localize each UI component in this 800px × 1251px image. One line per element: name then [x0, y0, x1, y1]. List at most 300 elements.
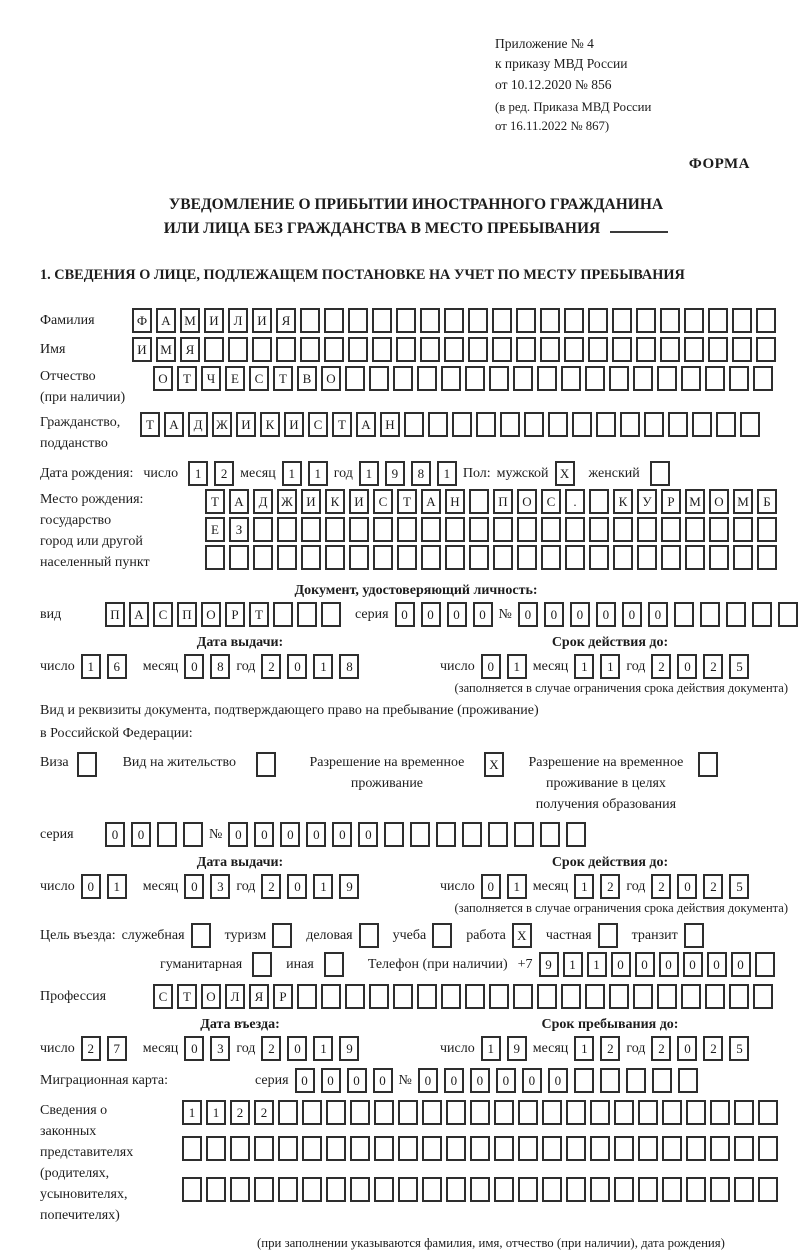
char-cell[interactable]	[492, 308, 512, 333]
char-cell[interactable]: П	[493, 489, 513, 514]
char-cell[interactable]: Ф	[132, 308, 152, 333]
char-cell[interactable]	[537, 366, 557, 391]
char-cell[interactable]	[77, 752, 97, 777]
char-cell[interactable]: Т	[177, 366, 197, 391]
char-cell[interactable]: 0	[306, 822, 326, 847]
char-cell[interactable]: О	[153, 366, 173, 391]
char-cell[interactable]: 2	[254, 1100, 274, 1125]
char-cell[interactable]	[206, 1136, 226, 1161]
char-cell[interactable]	[372, 337, 392, 362]
char-cell[interactable]	[302, 1136, 322, 1161]
char-cell[interactable]	[566, 1136, 586, 1161]
char-cell[interactable]: О	[201, 602, 221, 627]
char-cell[interactable]	[598, 923, 618, 948]
char-cell[interactable]: 0	[622, 602, 642, 627]
char-cell[interactable]	[636, 308, 656, 333]
char-cell[interactable]	[183, 822, 203, 847]
char-cell[interactable]: 0	[481, 654, 501, 679]
char-cell[interactable]	[638, 1136, 658, 1161]
char-cell[interactable]: 0	[228, 822, 248, 847]
char-cell[interactable]: 1	[574, 874, 594, 899]
char-cell[interactable]	[778, 602, 798, 627]
char-cell[interactable]	[660, 337, 680, 362]
char-cell[interactable]	[297, 984, 317, 1009]
char-cell[interactable]	[513, 366, 533, 391]
char-cell[interactable]	[514, 822, 534, 847]
char-cell[interactable]: 1	[188, 461, 208, 486]
char-cell[interactable]	[590, 1136, 610, 1161]
char-cell[interactable]	[326, 1177, 346, 1202]
char-cell[interactable]: 0	[418, 1068, 438, 1093]
char-cell[interactable]: 0	[287, 1036, 307, 1061]
char-cell[interactable]	[421, 545, 441, 570]
char-cell[interactable]: С	[249, 366, 269, 391]
char-cell[interactable]: 0	[473, 602, 493, 627]
char-cell[interactable]	[417, 366, 437, 391]
char-cell[interactable]: 0	[254, 822, 274, 847]
char-cell[interactable]	[705, 984, 725, 1009]
char-cell[interactable]	[561, 366, 581, 391]
char-cell[interactable]: А	[129, 602, 149, 627]
char-cell[interactable]: 1	[507, 874, 527, 899]
char-cell[interactable]: 2	[651, 654, 671, 679]
char-cell[interactable]: Р	[661, 489, 681, 514]
char-cell[interactable]	[637, 545, 657, 570]
char-cell[interactable]	[301, 545, 321, 570]
char-cell[interactable]	[726, 602, 746, 627]
char-cell[interactable]	[589, 545, 609, 570]
char-cell[interactable]	[350, 1136, 370, 1161]
char-cell[interactable]	[404, 412, 424, 437]
char-cell[interactable]	[661, 517, 681, 542]
char-cell[interactable]	[273, 602, 293, 627]
char-cell[interactable]: 0	[648, 602, 668, 627]
char-cell[interactable]: 0	[184, 1036, 204, 1061]
char-cell[interactable]: 2	[703, 874, 723, 899]
char-cell[interactable]	[513, 984, 533, 1009]
char-cell[interactable]: 0	[683, 952, 703, 977]
char-cell[interactable]	[398, 1100, 418, 1125]
char-cell[interactable]: 9	[385, 461, 405, 486]
char-cell[interactable]: 2	[651, 874, 671, 899]
char-cell[interactable]	[326, 1136, 346, 1161]
char-cell[interactable]: И	[204, 308, 224, 333]
char-cell[interactable]: 0	[707, 952, 727, 977]
char-cell[interactable]	[468, 337, 488, 362]
char-cell[interactable]	[684, 923, 704, 948]
char-cell[interactable]	[684, 308, 704, 333]
char-cell[interactable]	[590, 1100, 610, 1125]
char-cell[interactable]: А	[356, 412, 376, 437]
char-cell[interactable]	[596, 412, 616, 437]
char-cell[interactable]	[441, 984, 461, 1009]
char-cell[interactable]	[398, 1177, 418, 1202]
char-cell[interactable]: 8	[210, 654, 230, 679]
char-cell[interactable]: О	[321, 366, 341, 391]
char-cell[interactable]	[469, 517, 489, 542]
char-cell[interactable]	[733, 517, 753, 542]
char-cell[interactable]: 0	[184, 654, 204, 679]
char-cell[interactable]	[253, 545, 273, 570]
char-cell[interactable]	[374, 1100, 394, 1125]
char-cell[interactable]	[709, 517, 729, 542]
char-cell[interactable]	[278, 1136, 298, 1161]
char-cell[interactable]	[422, 1177, 442, 1202]
char-cell[interactable]: С	[541, 489, 561, 514]
char-cell[interactable]: 5	[729, 654, 749, 679]
char-cell[interactable]: Ж	[277, 489, 297, 514]
char-cell[interactable]	[228, 337, 248, 362]
char-cell[interactable]	[542, 1177, 562, 1202]
char-cell[interactable]: 1	[282, 461, 302, 486]
char-cell[interactable]	[585, 366, 605, 391]
char-cell[interactable]	[541, 545, 561, 570]
char-cell[interactable]	[393, 366, 413, 391]
char-cell[interactable]	[609, 366, 629, 391]
char-cell[interactable]: Т	[397, 489, 417, 514]
char-cell[interactable]	[516, 308, 536, 333]
char-cell[interactable]	[302, 1100, 322, 1125]
char-cell[interactable]: 1	[359, 461, 379, 486]
char-cell[interactable]	[468, 308, 488, 333]
char-cell[interactable]	[492, 337, 512, 362]
char-cell[interactable]	[349, 517, 369, 542]
char-cell[interactable]	[191, 923, 211, 948]
char-cell[interactable]	[564, 308, 584, 333]
char-cell[interactable]	[157, 822, 177, 847]
char-cell[interactable]: 1	[563, 952, 583, 977]
char-cell[interactable]: 2	[261, 874, 281, 899]
char-cell[interactable]	[422, 1100, 442, 1125]
char-cell[interactable]: 0	[332, 822, 352, 847]
char-cell[interactable]	[300, 308, 320, 333]
char-cell[interactable]: Т	[249, 602, 269, 627]
char-cell[interactable]	[345, 366, 365, 391]
char-cell[interactable]: 0	[105, 822, 125, 847]
char-cell[interactable]	[254, 1136, 274, 1161]
char-cell[interactable]: И	[132, 337, 152, 362]
char-cell[interactable]: И	[252, 308, 272, 333]
char-cell[interactable]	[692, 412, 712, 437]
char-cell[interactable]: X	[484, 752, 504, 777]
char-cell[interactable]	[755, 952, 775, 977]
char-cell[interactable]	[542, 1100, 562, 1125]
char-cell[interactable]	[644, 412, 664, 437]
char-cell[interactable]	[757, 517, 777, 542]
char-cell[interactable]: 0	[731, 952, 751, 977]
char-cell[interactable]	[685, 517, 705, 542]
char-cell[interactable]	[465, 366, 485, 391]
char-cell[interactable]	[348, 308, 368, 333]
char-cell[interactable]: 0	[131, 822, 151, 847]
char-cell[interactable]: А	[421, 489, 441, 514]
char-cell[interactable]: 1	[507, 654, 527, 679]
char-cell[interactable]	[589, 489, 609, 514]
char-cell[interactable]: 1	[437, 461, 457, 486]
char-cell[interactable]	[733, 545, 753, 570]
char-cell[interactable]	[600, 1068, 620, 1093]
char-cell[interactable]	[517, 517, 537, 542]
char-cell[interactable]: Т	[332, 412, 352, 437]
char-cell[interactable]: И	[301, 489, 321, 514]
char-cell[interactable]: 0	[321, 1068, 341, 1093]
char-cell[interactable]	[540, 822, 560, 847]
char-cell[interactable]: Р	[225, 602, 245, 627]
char-cell[interactable]	[420, 337, 440, 362]
char-cell[interactable]	[230, 1136, 250, 1161]
char-cell[interactable]	[369, 366, 389, 391]
char-cell[interactable]: И	[349, 489, 369, 514]
char-cell[interactable]	[326, 1100, 346, 1125]
char-cell[interactable]: 5	[729, 874, 749, 899]
char-cell[interactable]: С	[373, 489, 393, 514]
char-cell[interactable]: 1	[313, 1036, 333, 1061]
char-cell[interactable]	[384, 822, 404, 847]
char-cell[interactable]	[710, 1136, 730, 1161]
char-cell[interactable]: 1	[206, 1100, 226, 1125]
char-cell[interactable]	[756, 308, 776, 333]
char-cell[interactable]: Т	[205, 489, 225, 514]
char-cell[interactable]: 0	[481, 874, 501, 899]
char-cell[interactable]	[734, 1136, 754, 1161]
char-cell[interactable]	[445, 545, 465, 570]
char-cell[interactable]: В	[297, 366, 317, 391]
char-cell[interactable]	[182, 1177, 202, 1202]
char-cell[interactable]	[321, 984, 341, 1009]
char-cell[interactable]	[350, 1177, 370, 1202]
char-cell[interactable]	[661, 545, 681, 570]
char-cell[interactable]: 2	[230, 1100, 250, 1125]
char-cell[interactable]: 0	[611, 952, 631, 977]
char-cell[interactable]	[662, 1136, 682, 1161]
char-cell[interactable]	[633, 984, 653, 1009]
char-cell[interactable]: К	[325, 489, 345, 514]
char-cell[interactable]	[516, 337, 536, 362]
char-cell[interactable]	[700, 602, 720, 627]
char-cell[interactable]	[359, 923, 379, 948]
char-cell[interactable]: А	[229, 489, 249, 514]
char-cell[interactable]	[374, 1136, 394, 1161]
char-cell[interactable]: Т	[177, 984, 197, 1009]
char-cell[interactable]	[446, 1177, 466, 1202]
char-cell[interactable]: 2	[261, 654, 281, 679]
char-cell[interactable]	[470, 1136, 490, 1161]
char-cell[interactable]	[564, 337, 584, 362]
char-cell[interactable]	[445, 517, 465, 542]
char-cell[interactable]: 0	[295, 1068, 315, 1093]
char-cell[interactable]	[740, 412, 760, 437]
char-cell[interactable]	[410, 822, 430, 847]
char-cell[interactable]	[732, 337, 752, 362]
char-cell[interactable]: У	[637, 489, 657, 514]
char-cell[interactable]: 9	[339, 874, 359, 899]
char-cell[interactable]	[524, 412, 544, 437]
char-cell[interactable]	[548, 412, 568, 437]
char-cell[interactable]	[324, 308, 344, 333]
char-cell[interactable]: 2	[651, 1036, 671, 1061]
char-cell[interactable]: 0	[184, 874, 204, 899]
char-cell[interactable]	[637, 517, 657, 542]
char-cell[interactable]	[668, 412, 688, 437]
char-cell[interactable]: Е	[225, 366, 245, 391]
char-cell[interactable]	[397, 545, 417, 570]
char-cell[interactable]	[324, 337, 344, 362]
char-cell[interactable]	[428, 412, 448, 437]
char-cell[interactable]: А	[164, 412, 184, 437]
char-cell[interactable]	[758, 1177, 778, 1202]
char-cell[interactable]: 0	[447, 602, 467, 627]
char-cell[interactable]	[518, 1177, 538, 1202]
char-cell[interactable]	[574, 1068, 594, 1093]
char-cell[interactable]	[393, 984, 413, 1009]
char-cell[interactable]: 1	[600, 654, 620, 679]
char-cell[interactable]	[734, 1177, 754, 1202]
char-cell[interactable]	[229, 545, 249, 570]
char-cell[interactable]	[488, 822, 508, 847]
char-cell[interactable]: Т	[273, 366, 293, 391]
char-cell[interactable]	[657, 366, 677, 391]
char-cell[interactable]: О	[201, 984, 221, 1009]
char-cell[interactable]: 0	[677, 654, 697, 679]
char-cell[interactable]: 9	[539, 952, 559, 977]
char-cell[interactable]	[708, 308, 728, 333]
char-cell[interactable]: 8	[339, 654, 359, 679]
char-cell[interactable]	[278, 1100, 298, 1125]
char-cell[interactable]	[732, 308, 752, 333]
char-cell[interactable]	[612, 337, 632, 362]
char-cell[interactable]	[758, 1136, 778, 1161]
char-cell[interactable]: Я	[276, 308, 296, 333]
char-cell[interactable]: 0	[81, 874, 101, 899]
char-cell[interactable]: 0	[518, 602, 538, 627]
char-cell[interactable]	[302, 1177, 322, 1202]
char-cell[interactable]	[325, 517, 345, 542]
char-cell[interactable]: 0	[548, 1068, 568, 1093]
char-cell[interactable]	[470, 1100, 490, 1125]
char-cell[interactable]	[421, 517, 441, 542]
char-cell[interactable]: 1	[313, 874, 333, 899]
char-cell[interactable]	[441, 366, 461, 391]
char-cell[interactable]	[494, 1177, 514, 1202]
char-cell[interactable]: 2	[81, 1036, 101, 1061]
char-cell[interactable]	[494, 1136, 514, 1161]
char-cell[interactable]	[710, 1177, 730, 1202]
char-cell[interactable]: Т	[140, 412, 160, 437]
char-cell[interactable]: К	[260, 412, 280, 437]
char-cell[interactable]	[561, 984, 581, 1009]
char-cell[interactable]: 1	[308, 461, 328, 486]
char-cell[interactable]	[324, 952, 344, 977]
char-cell[interactable]	[542, 1136, 562, 1161]
char-cell[interactable]	[566, 1100, 586, 1125]
char-cell[interactable]	[470, 1177, 490, 1202]
char-cell[interactable]	[585, 984, 605, 1009]
char-cell[interactable]	[698, 752, 718, 777]
char-cell[interactable]	[517, 545, 537, 570]
char-cell[interactable]: Б	[757, 489, 777, 514]
char-cell[interactable]	[398, 1136, 418, 1161]
char-cell[interactable]: С	[308, 412, 328, 437]
char-cell[interactable]	[444, 337, 464, 362]
char-cell[interactable]: 9	[339, 1036, 359, 1061]
char-cell[interactable]	[205, 545, 225, 570]
char-cell[interactable]	[432, 923, 452, 948]
char-cell[interactable]	[566, 1177, 586, 1202]
char-cell[interactable]	[541, 517, 561, 542]
char-cell[interactable]	[372, 308, 392, 333]
char-cell[interactable]: .	[565, 489, 585, 514]
char-cell[interactable]: 0	[395, 602, 415, 627]
char-cell[interactable]: Ч	[201, 366, 221, 391]
char-cell[interactable]	[588, 308, 608, 333]
char-cell[interactable]	[572, 412, 592, 437]
char-cell[interactable]	[397, 517, 417, 542]
char-cell[interactable]	[396, 308, 416, 333]
char-cell[interactable]: 1	[81, 654, 101, 679]
char-cell[interactable]	[684, 337, 704, 362]
char-cell[interactable]	[705, 366, 725, 391]
char-cell[interactable]: 0	[522, 1068, 542, 1093]
char-cell[interactable]	[565, 545, 585, 570]
char-cell[interactable]	[716, 412, 736, 437]
char-cell[interactable]	[753, 366, 773, 391]
char-cell[interactable]: 0	[373, 1068, 393, 1093]
char-cell[interactable]	[636, 337, 656, 362]
char-cell[interactable]	[518, 1136, 538, 1161]
char-cell[interactable]	[373, 545, 393, 570]
char-cell[interactable]	[540, 308, 560, 333]
char-cell[interactable]: К	[613, 489, 633, 514]
char-cell[interactable]: Я	[180, 337, 200, 362]
char-cell[interactable]: 0	[470, 1068, 490, 1093]
char-cell[interactable]	[757, 545, 777, 570]
char-cell[interactable]: Я	[249, 984, 269, 1009]
char-cell[interactable]	[657, 984, 677, 1009]
char-cell[interactable]	[446, 1100, 466, 1125]
char-cell[interactable]	[494, 1100, 514, 1125]
char-cell[interactable]	[662, 1100, 682, 1125]
char-cell[interactable]	[489, 366, 509, 391]
char-cell[interactable]	[613, 545, 633, 570]
char-cell[interactable]: 3	[210, 874, 230, 899]
char-cell[interactable]: 2	[214, 461, 234, 486]
char-cell[interactable]	[565, 517, 585, 542]
char-cell[interactable]: 0	[347, 1068, 367, 1093]
char-cell[interactable]	[500, 412, 520, 437]
char-cell[interactable]	[321, 602, 341, 627]
char-cell[interactable]	[674, 602, 694, 627]
char-cell[interactable]	[469, 545, 489, 570]
char-cell[interactable]: 1	[481, 1036, 501, 1061]
char-cell[interactable]	[230, 1177, 250, 1202]
char-cell[interactable]: Н	[380, 412, 400, 437]
char-cell[interactable]	[614, 1100, 634, 1125]
char-cell[interactable]	[462, 822, 482, 847]
char-cell[interactable]: 3	[210, 1036, 230, 1061]
char-cell[interactable]	[493, 517, 513, 542]
char-cell[interactable]: 0	[677, 1036, 697, 1061]
char-cell[interactable]	[396, 337, 416, 362]
char-cell[interactable]	[590, 1177, 610, 1202]
char-cell[interactable]	[348, 337, 368, 362]
char-cell[interactable]: 0	[659, 952, 679, 977]
char-cell[interactable]: 0	[677, 874, 697, 899]
char-cell[interactable]	[662, 1177, 682, 1202]
char-cell[interactable]: 0	[544, 602, 564, 627]
char-cell[interactable]	[278, 1177, 298, 1202]
char-cell[interactable]	[660, 308, 680, 333]
char-cell[interactable]: X	[555, 461, 575, 486]
